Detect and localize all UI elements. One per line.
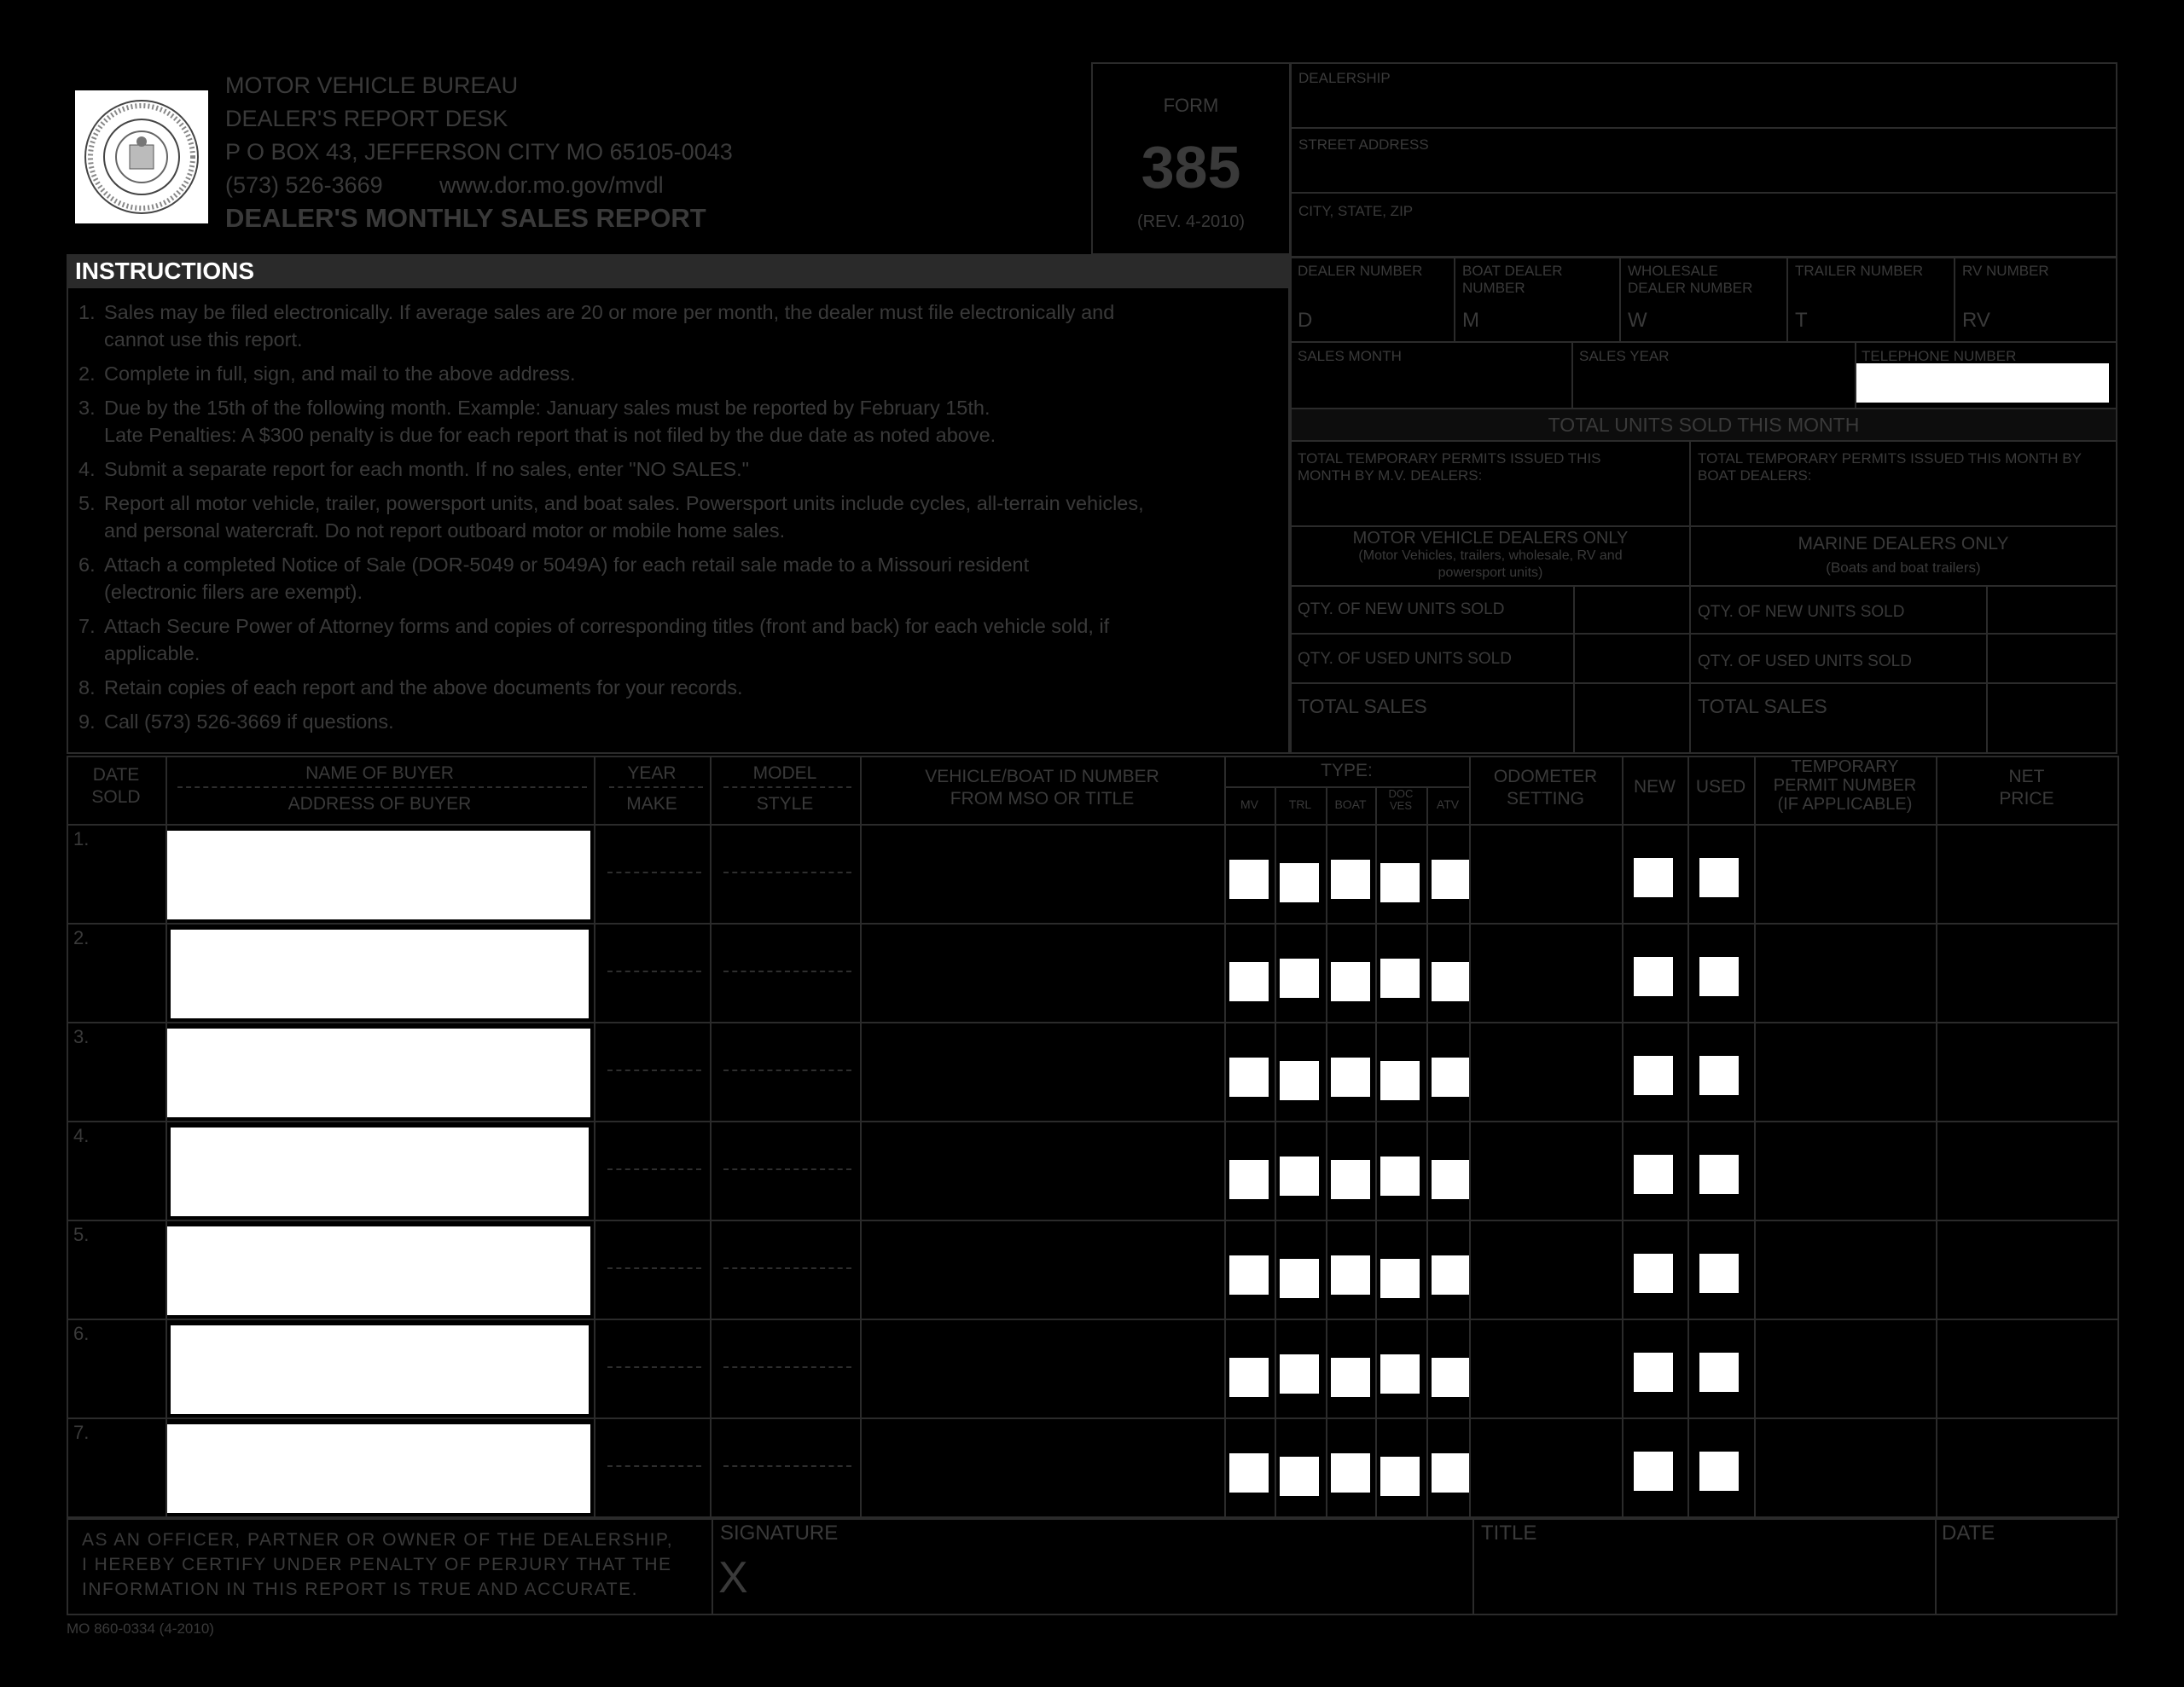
header-divider — [177, 786, 587, 788]
type-doc-ves-checkbox[interactable] — [1380, 863, 1420, 902]
telephone-number-input[interactable] — [1856, 363, 2109, 403]
buyer-name-address-input[interactable] — [167, 831, 590, 919]
price-header-1: NET — [2008, 767, 2045, 786]
marine-qty-used-label: QTY. OF USED UNITS SOLD — [1698, 652, 1912, 670]
instructions-list — [78, 299, 1273, 742]
instruction-text-continued: and personal watercraft. Do not report outboard motor or mobile home sales. — [104, 519, 786, 542]
vin-header-2: FROM MSO OR TITLE — [950, 789, 1135, 809]
date-sold-header-1: DATE — [92, 765, 140, 785]
type-trl-checkbox[interactable] — [1280, 1061, 1319, 1100]
row-odometer[interactable] — [1469, 824, 1623, 925]
row-model-style[interactable] — [710, 1319, 862, 1419]
buyer-name-address-input[interactable] — [167, 1029, 590, 1117]
new-checkbox[interactable] — [1634, 858, 1673, 897]
agency-website: www.dor.mo.gov/mvdl — [439, 172, 664, 198]
row-number: 3. — [73, 1026, 90, 1047]
row-permit-number[interactable] — [1754, 1022, 1937, 1122]
type-atv-checkbox[interactable] — [1432, 1058, 1471, 1097]
certification-line-3: INFORMATION IN THIS REPORT IS TRUE AND ACCURATE. — [82, 1580, 638, 1599]
new-header: NEW — [1634, 777, 1676, 797]
type-header: TYPE: — [1321, 761, 1373, 780]
row-divider — [607, 1168, 701, 1170]
instruction-number: 2. — [78, 362, 96, 385]
row-model-style[interactable] — [710, 1121, 862, 1221]
row-vin[interactable] — [860, 1220, 1226, 1320]
new-checkbox[interactable] — [1634, 1056, 1673, 1095]
make-header: MAKE — [626, 794, 677, 814]
mv-total-sales-row — [1290, 682, 1575, 754]
type-atv-header: ATV — [1436, 797, 1460, 811]
type-atv-checkbox[interactable] — [1432, 1358, 1471, 1397]
boat-dealer-number-prefix: M — [1462, 309, 1479, 332]
row-divider — [607, 1070, 701, 1071]
street-address-label: STREET ADDRESS — [1298, 136, 1429, 153]
row-permit-number[interactable] — [1754, 824, 1937, 925]
row-number: 2. — [73, 927, 90, 948]
instruction-text: Complete in full, sign, and mail to the above address. — [104, 362, 576, 385]
instruction-number: 4. — [78, 458, 96, 480]
dealer-number-label: DEALER NUMBER — [1298, 263, 1423, 279]
marine-qty-new-field[interactable] — [1986, 585, 2117, 635]
type-boat-checkbox[interactable] — [1331, 962, 1370, 1001]
row-model-style[interactable] — [710, 923, 862, 1023]
type-atv-checkbox[interactable] — [1432, 1453, 1471, 1493]
form-label: FORM — [1163, 95, 1219, 116]
permit-header-2: PERMIT NUMBER — [1773, 776, 1917, 795]
row-net-price[interactable] — [1936, 1417, 2119, 1518]
row-divider — [723, 1267, 851, 1269]
buyer-name-address-input[interactable] — [171, 930, 589, 1018]
row-number: 7. — [73, 1422, 90, 1443]
dealership-field[interactable] — [1290, 62, 2117, 129]
used-checkbox[interactable] — [1699, 1254, 1739, 1293]
row-vin[interactable] — [860, 1121, 1226, 1221]
mv-total-sales-label: TOTAL SALES — [1298, 695, 1427, 717]
marine-dealers-only-subtitle: (Boats and boat trailers) — [1826, 559, 1981, 576]
row-permit-number[interactable] — [1754, 1121, 1937, 1221]
instruction-number: 3. — [78, 397, 96, 419]
rv-number-prefix: RV — [1962, 309, 1990, 332]
instruction-number: 1. — [78, 301, 96, 323]
missouri-seal-logo — [75, 90, 208, 223]
instruction-item — [78, 612, 1273, 667]
row-year-make[interactable] — [594, 824, 712, 925]
type-doc-ves-checkbox[interactable] — [1380, 959, 1420, 998]
header-divider — [609, 786, 703, 788]
used-checkbox[interactable] — [1699, 1353, 1739, 1392]
row-divider — [607, 971, 701, 972]
type-trl-checkbox[interactable] — [1280, 1157, 1319, 1196]
instruction-text-continued: applicable. — [104, 642, 200, 664]
type-atv-checkbox[interactable] — [1432, 1255, 1471, 1295]
row-year-make[interactable] — [594, 1121, 712, 1221]
row-divider — [723, 1465, 851, 1467]
buyer-name-address-input[interactable] — [167, 1424, 590, 1513]
permit-header-1: TEMPORARY — [1791, 757, 1899, 776]
form-revision: (REV. 4-2010) — [1137, 212, 1245, 231]
type-trl-checkbox[interactable] — [1280, 959, 1319, 998]
city-state-zip-field[interactable] — [1290, 192, 2117, 258]
city-state-zip-label: CITY, STATE, ZIP — [1298, 203, 1414, 219]
marine-total-sales-row — [1689, 682, 1988, 754]
row-net-price[interactable] — [1936, 1319, 2119, 1419]
row-vin[interactable] — [860, 923, 1226, 1023]
marine-total-sales-label: TOTAL SALES — [1698, 695, 1827, 717]
date-label: DATE — [1942, 1522, 1995, 1545]
header-divider — [723, 786, 851, 788]
row-year-make[interactable] — [594, 1220, 712, 1320]
used-checkbox[interactable] — [1699, 858, 1739, 897]
instruction-text: Sales may be filed electronically. If average sales are 20 or more per month, the dealer must file electronically and — [104, 301, 1115, 323]
row-model-style[interactable] — [710, 1220, 862, 1320]
row-divider — [607, 1465, 701, 1467]
type-doc-ves-checkbox[interactable] — [1380, 1354, 1420, 1394]
type-mv-checkbox[interactable] — [1229, 1058, 1269, 1097]
instruction-text: Submit a separate report for each month. If no sales, enter "NO SALES." — [104, 458, 750, 480]
instruction-text-continued: (electronic filers are exempt). — [104, 581, 363, 603]
footer-form-code: MO 860-0334 (4-2010) — [67, 1620, 214, 1637]
instruction-text: Attach a completed Notice of Sale (DOR-5049 or 5049A) for each retail sale made to a Missouri resident — [104, 554, 1030, 576]
row-net-price[interactable] — [1936, 824, 2119, 925]
trailer-number-label: TRAILER NUMBER — [1795, 263, 1924, 279]
buyer-address-header: ADDRESS OF BUYER — [288, 794, 472, 814]
row-vin[interactable] — [860, 824, 1226, 925]
marine-dealers-only-title: MARINE DEALERS ONLY — [1798, 534, 2009, 554]
row-model-style[interactable] — [710, 1417, 862, 1518]
type-doc-ves-checkbox[interactable] — [1380, 1259, 1420, 1298]
model-header: MODEL — [752, 763, 817, 783]
permit-header-3: (IF APPLICABLE) — [1777, 795, 1913, 814]
form-title: DEALER'S MONTHLY SALES REPORT — [225, 203, 706, 233]
row-divider — [723, 971, 851, 972]
instruction-number: 5. — [78, 492, 96, 514]
row-divider — [607, 872, 701, 873]
type-mv-checkbox[interactable] — [1229, 962, 1269, 1001]
row-number: 5. — [73, 1224, 90, 1245]
agency-phone: (573) 526-3669 — [225, 172, 383, 198]
type-trl-checkbox[interactable] — [1280, 1354, 1319, 1394]
type-atv-checkbox[interactable] — [1432, 1160, 1471, 1199]
agency-line-1: MOTOR VEHICLE BUREAU — [225, 72, 519, 98]
certification-line-2: I HEREBY CERTIFY UNDER PENALTY OF PERJURY THAT THE — [82, 1555, 672, 1574]
type-atv-checkbox[interactable] — [1432, 962, 1471, 1001]
agency-address: P O BOX 43, JEFFERSON CITY MO 65105-0043 — [225, 139, 733, 165]
row-divider — [723, 872, 851, 873]
instruction-text: Attach Secure Power of Attorney forms and copies of corresponding titles (front and back) for each vehicle sold, if — [104, 615, 1110, 637]
trailer-number-prefix: T — [1795, 309, 1808, 332]
row-divider — [723, 1070, 851, 1071]
used-checkbox[interactable] — [1699, 1056, 1739, 1095]
row-model-style[interactable] — [710, 824, 862, 925]
mv-dealers-only-subtitle: (Motor Vehicles, trailers, wholesale, RV and powersport units) — [1358, 548, 1623, 580]
row-divider — [723, 1168, 851, 1170]
instruction-number: 9. — [78, 710, 96, 733]
buyer-name-address-input[interactable] — [171, 1325, 589, 1414]
used-checkbox[interactable] — [1699, 957, 1739, 996]
type-mv-checkbox[interactable] — [1229, 1255, 1269, 1295]
instruction-item — [78, 455, 1273, 483]
instruction-item — [78, 394, 1273, 449]
type-mv-checkbox[interactable] — [1229, 1358, 1269, 1397]
instruction-text: Due by the 15th of the following month. Example: January sales must be reported by February 15th. — [104, 397, 990, 419]
instruction-number: 6. — [78, 554, 96, 576]
type-doc-ves-checkbox[interactable] — [1380, 1061, 1420, 1100]
mv-total-sales-field[interactable] — [1573, 682, 1691, 754]
type-boat-checkbox[interactable] — [1331, 1058, 1370, 1097]
mv-qty-new-label: QTY. OF NEW UNITS SOLD — [1298, 600, 1505, 618]
instruction-item — [78, 299, 1273, 353]
used-checkbox[interactable] — [1699, 1452, 1739, 1491]
row-model-style[interactable] — [710, 1022, 862, 1122]
boat-dealer-number-label: BOAT DEALER NUMBER — [1462, 263, 1563, 296]
sales-month-label: SALES MONTH — [1298, 348, 1402, 364]
instruction-text: Call (573) 526-3669 if questions. — [104, 710, 394, 733]
used-checkbox[interactable] — [1699, 1155, 1739, 1194]
signature-label: SIGNATURE — [720, 1522, 839, 1545]
buyer-name-address-input[interactable] — [167, 1226, 590, 1315]
instruction-text-continued: cannot use this report. — [104, 328, 303, 351]
row-odometer[interactable] — [1469, 1417, 1623, 1518]
sales-table — [67, 756, 2117, 1515]
type-doc-ves-checkbox[interactable] — [1380, 1457, 1420, 1496]
type-boat-checkbox[interactable] — [1331, 860, 1370, 899]
form-number: 385 — [1141, 134, 1241, 200]
used-header: USED — [1695, 777, 1746, 797]
signature-x-mark: X — [718, 1553, 748, 1603]
mv-permits-label: TOTAL TEMPORARY PERMITS ISSUED THIS MONTH BY M.V. DEALERS: — [1298, 450, 1601, 484]
type-mv-checkbox[interactable] — [1229, 1160, 1269, 1199]
certification-line-1: AS AN OFFICER, PARTNER OR OWNER OF THE DEALERSHIP, — [82, 1530, 674, 1550]
row-net-price[interactable] — [1936, 1022, 2119, 1122]
type-boat-checkbox[interactable] — [1331, 1358, 1370, 1397]
row-net-price[interactable] — [1936, 1220, 2119, 1320]
price-header-2: PRICE — [1999, 789, 2054, 809]
row-number: 1. — [73, 828, 90, 849]
odometer-header-1: ODOMETER — [1493, 767, 1598, 786]
instruction-text: Retain copies of each report and the above documents for your records. — [104, 676, 743, 699]
type-atv-checkbox[interactable] — [1432, 860, 1471, 899]
type-trl-checkbox[interactable] — [1280, 1457, 1319, 1496]
year-header: YEAR — [627, 763, 677, 783]
title-field[interactable] — [1472, 1518, 1937, 1615]
boat-permits-label: TOTAL TEMPORARY PERMITS ISSUED THIS MONTH BY BOAT DEALERS: — [1698, 450, 2082, 484]
new-checkbox[interactable] — [1634, 1353, 1673, 1392]
row-permit-number[interactable] — [1754, 1220, 1937, 1320]
type-boat-checkbox[interactable] — [1331, 1160, 1370, 1199]
row-odometer[interactable] — [1469, 1220, 1623, 1320]
type-mv-checkbox[interactable] — [1229, 860, 1269, 899]
buyer-name-address-input[interactable] — [171, 1128, 589, 1216]
total-units-title: TOTAL UNITS SOLD THIS MONTH — [1548, 414, 1860, 436]
instruction-item — [78, 708, 1273, 735]
type-trl-checkbox[interactable] — [1280, 1259, 1319, 1298]
row-odometer[interactable] — [1469, 1022, 1623, 1122]
row-net-price[interactable] — [1936, 923, 2119, 1023]
type-boat-header: BOAT — [1334, 797, 1367, 811]
row-year-make[interactable] — [594, 923, 712, 1023]
instruction-number: 8. — [78, 676, 96, 699]
row-permit-number[interactable] — [1754, 923, 1937, 1023]
row-vin[interactable] — [860, 1022, 1226, 1122]
type-trl-checkbox[interactable] — [1280, 863, 1319, 902]
title-label: TITLE — [1481, 1522, 1537, 1545]
buyer-name-header: NAME OF BUYER — [305, 763, 454, 783]
marine-total-sales-field[interactable] — [1986, 682, 2117, 754]
row-net-price[interactable] — [1936, 1121, 2119, 1221]
telephone-number-label: TELEPHONE NUMBER — [1862, 348, 2017, 364]
sales-year-label: SALES YEAR — [1579, 348, 1670, 364]
new-checkbox[interactable] — [1634, 1452, 1673, 1491]
new-checkbox[interactable] — [1634, 1155, 1673, 1194]
mv-qty-used-label: QTY. OF USED UNITS SOLD — [1298, 650, 1512, 668]
row-odometer[interactable] — [1469, 1121, 1623, 1221]
row-divider — [607, 1267, 701, 1269]
instruction-text-continued: Late Penalties: A $300 penalty is due for each report that is not filed by the due date as noted above. — [104, 424, 996, 446]
type-doc-ves-checkbox[interactable] — [1380, 1157, 1420, 1196]
row-odometer[interactable] — [1469, 923, 1623, 1023]
vin-header-1: VEHICLE/BOAT ID NUMBER — [925, 767, 1159, 786]
mv-dealers-only-title: MOTOR VEHICLE DEALERS ONLY — [1352, 529, 1629, 548]
row-year-make[interactable] — [594, 1022, 712, 1122]
rv-number-label: RV NUMBER — [1962, 263, 2049, 279]
wholesale-dealer-number-label: WHOLESALE DEALER NUMBER — [1628, 263, 1753, 296]
odometer-header-2: SETTING — [1506, 789, 1584, 809]
instruction-item — [78, 551, 1273, 606]
agency-line-2: DEALER'S REPORT DESK — [225, 106, 508, 131]
type-trl-header: TRL — [1288, 797, 1312, 811]
instruction-number: 7. — [78, 615, 96, 637]
row-year-make[interactable] — [594, 1319, 712, 1419]
row-odometer[interactable] — [1469, 1319, 1623, 1419]
date-sold-header-2: SOLD — [91, 787, 141, 807]
type-mv-checkbox[interactable] — [1229, 1453, 1269, 1493]
dealership-label: DEALERSHIP — [1298, 70, 1391, 86]
style-header: STYLE — [756, 794, 814, 814]
marine-qty-used-field[interactable] — [1986, 633, 2117, 684]
mv-qty-new-field[interactable] — [1573, 585, 1691, 635]
row-vin[interactable] — [860, 1417, 1226, 1518]
new-checkbox[interactable] — [1634, 1254, 1673, 1293]
instructions-title: INSTRUCTIONS — [75, 258, 254, 284]
type-doc-ves-header: DOC VES — [1388, 787, 1414, 812]
row-divider — [607, 1366, 701, 1368]
row-divider — [723, 1366, 851, 1368]
row-permit-number[interactable] — [1754, 1417, 1937, 1518]
marine-qty-new-label: QTY. OF NEW UNITS SOLD — [1698, 603, 1905, 621]
instruction-text: Report all motor vehicle, trailer, powersport units, and boat sales. Powersport units include cycles, all-terrain vehicles, — [104, 492, 1144, 514]
row-number: 6. — [73, 1323, 90, 1344]
wholesale-dealer-number-prefix: W — [1628, 309, 1647, 332]
type-boat-checkbox[interactable] — [1331, 1255, 1370, 1295]
instruction-item — [78, 674, 1273, 701]
new-checkbox[interactable] — [1634, 957, 1673, 996]
row-permit-number[interactable] — [1754, 1319, 1937, 1419]
row-vin[interactable] — [860, 1319, 1226, 1419]
type-boat-checkbox[interactable] — [1331, 1453, 1370, 1493]
mv-qty-used-field[interactable] — [1573, 633, 1691, 684]
instruction-item — [78, 490, 1273, 544]
dealer-number-prefix: D — [1298, 309, 1313, 332]
instruction-item — [78, 360, 1273, 387]
row-year-make[interactable] — [594, 1417, 712, 1518]
type-mv-header: MV — [1240, 797, 1258, 811]
row-number: 4. — [73, 1125, 90, 1146]
